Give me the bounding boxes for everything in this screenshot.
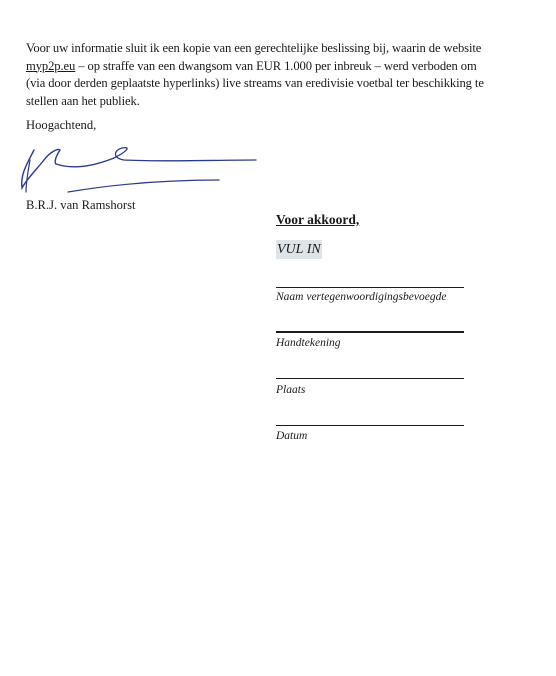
handwritten-signature bbox=[14, 140, 264, 200]
closing-salutation: Hoogachtend, bbox=[26, 118, 97, 132]
fill-in-field[interactable]: VUL IN bbox=[277, 242, 321, 257]
approval-heading: Voor akkoord, bbox=[276, 212, 360, 227]
name-field-label: Naam vertegenwoordigingsbevoegde bbox=[276, 291, 447, 303]
date-field-label: Datum bbox=[276, 430, 308, 442]
paragraph-line-1: Voor uw informatie sluit ik een kopie van een gerechtelijke beslissing bij, waarin de website bbox=[26, 41, 482, 55]
website-link[interactable]: myp2p.eu bbox=[26, 58, 76, 73]
name-signature-line bbox=[276, 287, 464, 288]
paragraph-line-4: stellen aan het publiek. bbox=[26, 93, 140, 108]
date-line bbox=[276, 425, 464, 426]
paragraph-line-2-rest: – op straffe van een dwangsom van EUR 1.000 per inbreuk – werd verboden om bbox=[75, 58, 477, 73]
paragraph-line-3: (via door derden geplaatste hyperlinks) live streams van eredivisie voetbal ter beschikking te bbox=[26, 76, 484, 90]
signature-line bbox=[276, 331, 464, 333]
place-line bbox=[276, 378, 464, 379]
signer-name: B.R.J. van Ramshorst bbox=[26, 198, 136, 212]
place-field-label: Plaats bbox=[276, 384, 306, 396]
paragraph-line-2 bbox=[26, 58, 526, 76]
signature-field-label: Handtekening bbox=[276, 337, 341, 349]
letter-paragraph bbox=[26, 40, 526, 110]
